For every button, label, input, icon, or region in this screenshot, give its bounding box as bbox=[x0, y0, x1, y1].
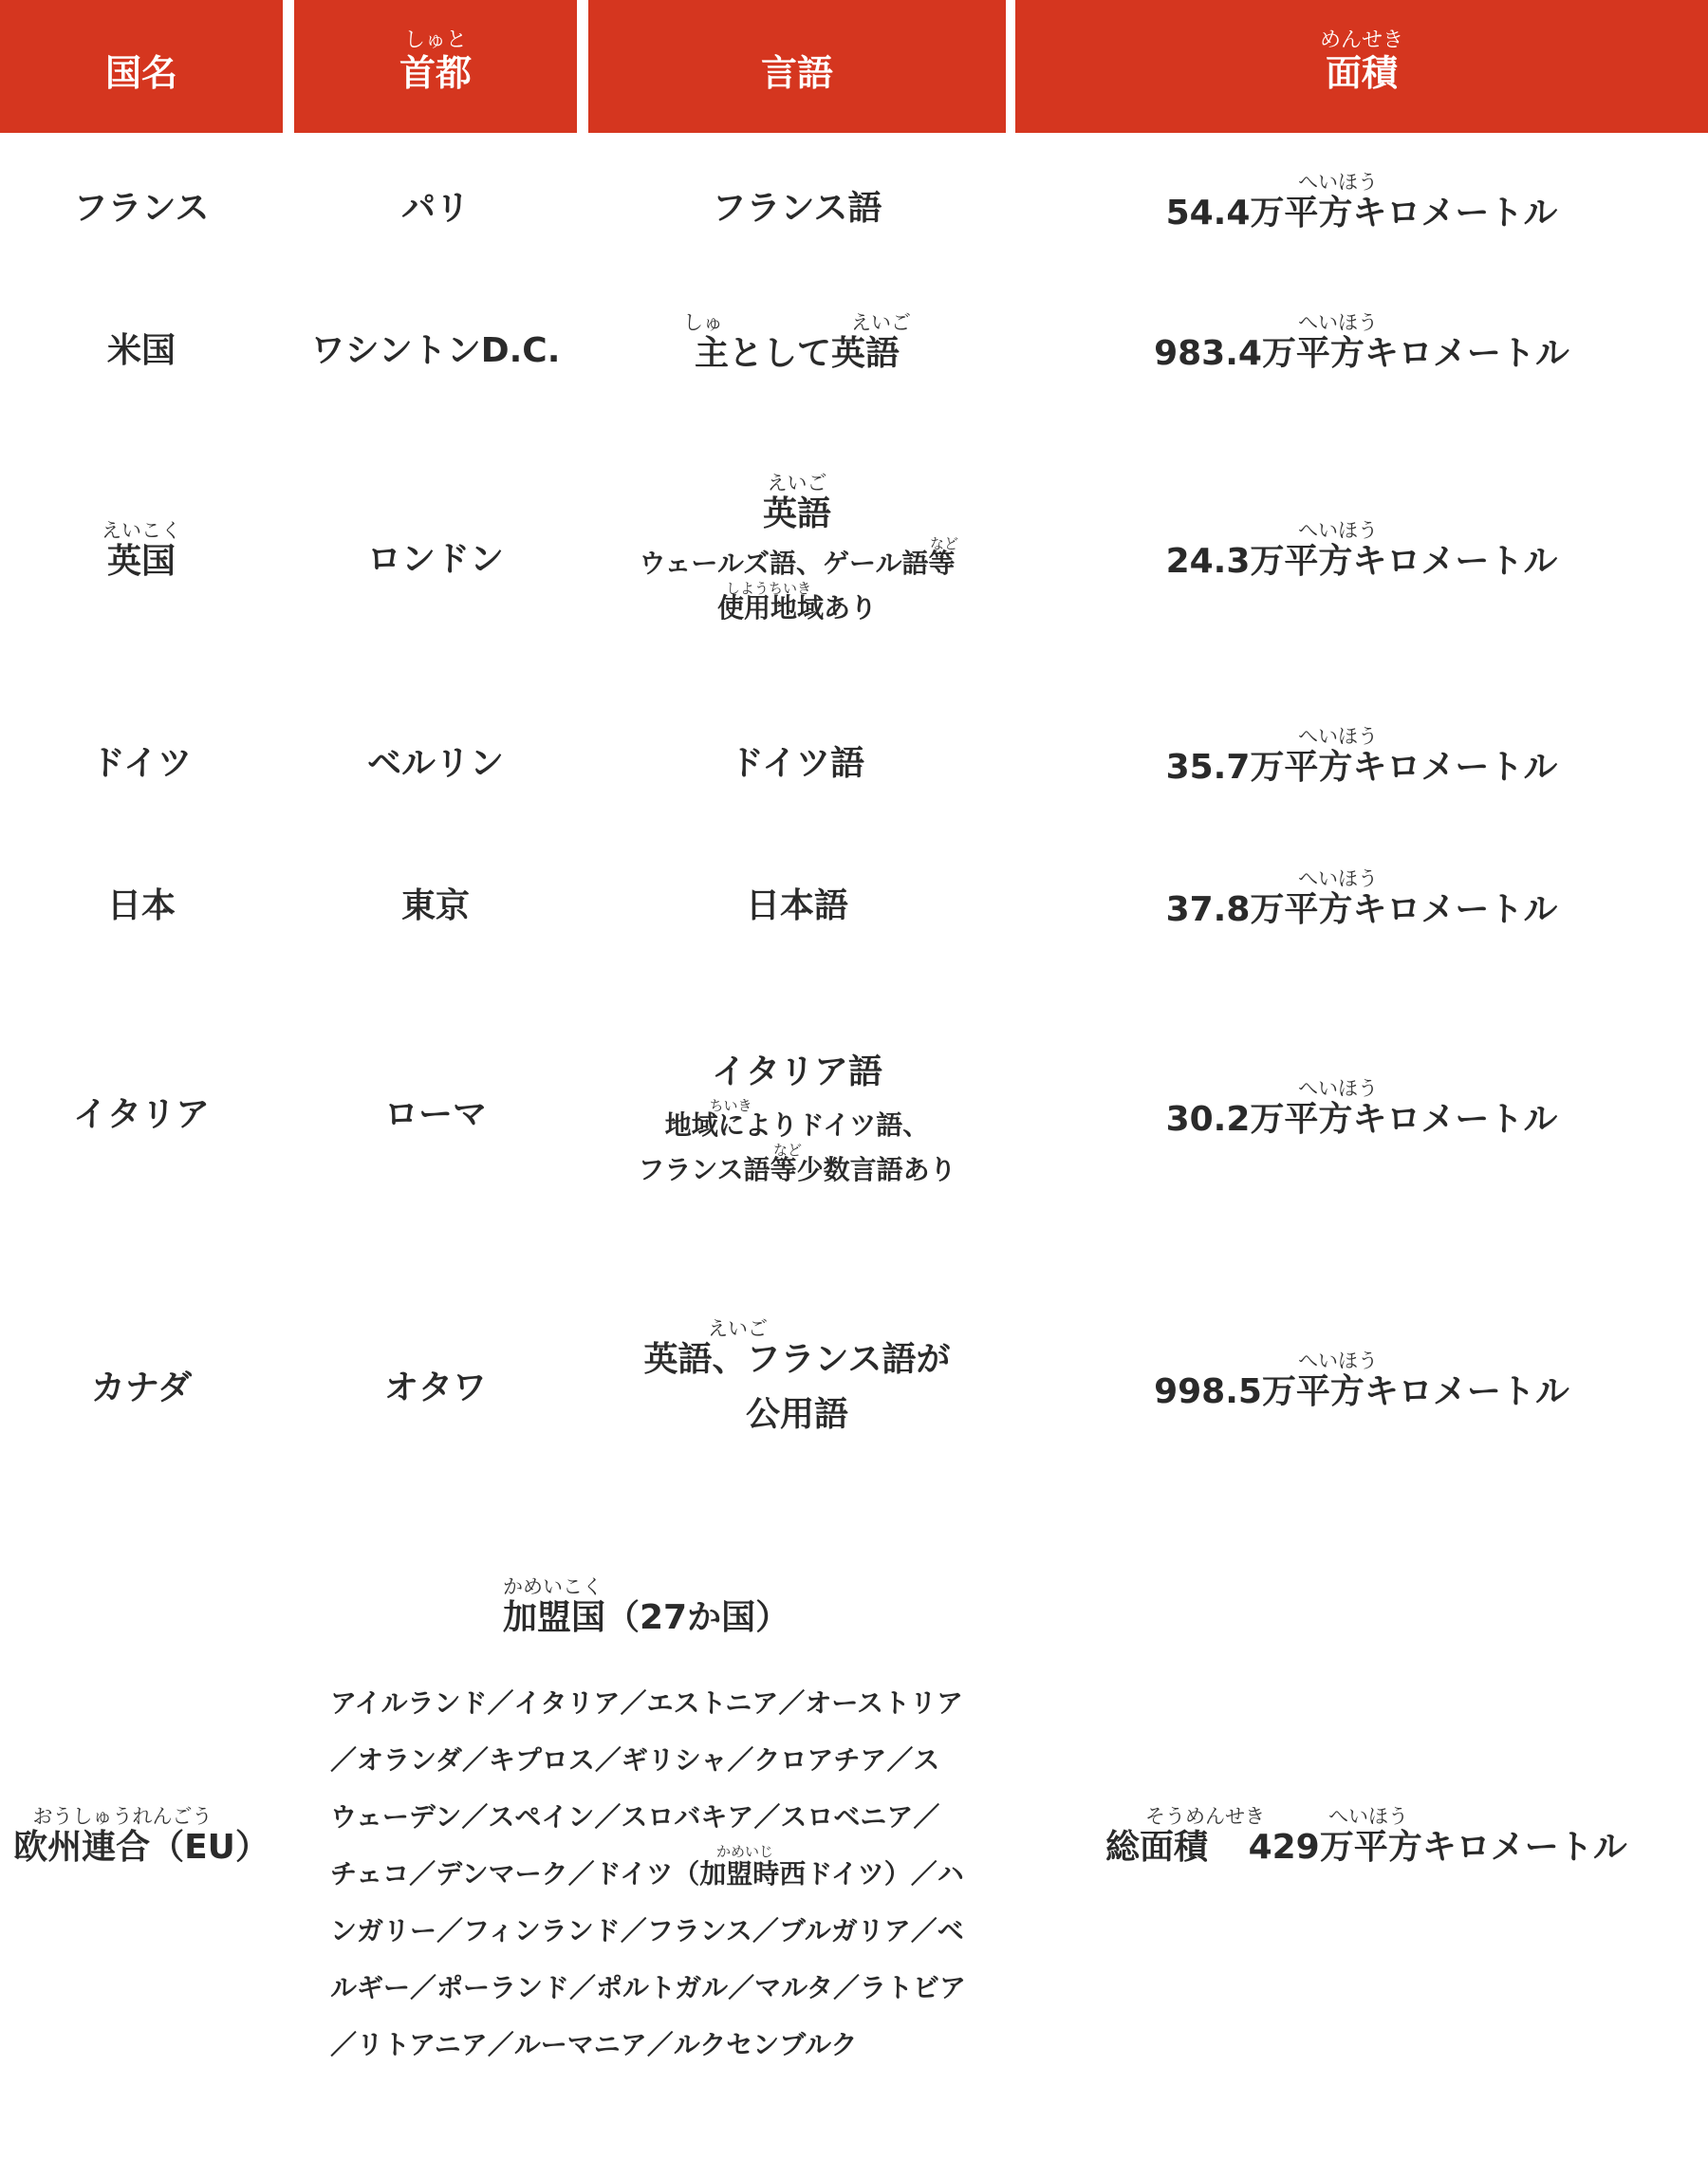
header-capital-ruby: しゅと bbox=[403, 28, 467, 52]
row-italy-capital: ローマ bbox=[383, 1095, 487, 1134]
row-germany-area: へいほう 35.7万平方キロメートル bbox=[1165, 725, 1558, 787]
header-area-label: 面積 bbox=[1325, 52, 1398, 94]
header-language-label: 言語 bbox=[760, 52, 833, 94]
area-ruby: へいほう bbox=[1298, 171, 1378, 194]
header-country-label: 国名 bbox=[104, 52, 177, 94]
row-italy-language: イタリア語 ちいき 地域によりドイツ語、 など フランス語等少数言語あり bbox=[638, 1052, 956, 1185]
eu-members-ruby: かめいじ bbox=[716, 1843, 774, 1860]
row-japan-area: へいほう 37.8万平方キロメートル bbox=[1165, 867, 1558, 929]
row-france-language: フランス語 bbox=[712, 189, 882, 228]
eu-total-area-value: 429万平方キロメートル bbox=[1248, 1828, 1627, 1867]
eu-total-area-ruby: そうめんせき bbox=[1145, 1805, 1265, 1828]
row-canada-language: えいご 英語、フランス語が 公用語 bbox=[643, 1317, 951, 1434]
eu-name-ruby: おうしゅうれんごう bbox=[32, 1805, 213, 1828]
row-germany-language: ドイツ語 bbox=[729, 744, 865, 783]
eu-members-list bbox=[330, 1675, 975, 2074]
eu-member-line: ／リトアニア／ルーマニア／ルクセンブルク bbox=[330, 2029, 858, 2060]
row-usa-area: へいほう 983.4万平方キロメートル bbox=[1154, 311, 1569, 373]
eu-member-line: チェコ／デンマーク／ドイツ（加盟時西ドイツ）／ハ bbox=[330, 1858, 964, 1890]
row-canada-area: へいほう 998.5万平方キロメートル bbox=[1154, 1350, 1569, 1411]
header-capital bbox=[294, 0, 577, 133]
eu-area-ruby: へいほう bbox=[1328, 1805, 1408, 1828]
row-france-area: へいほう 54.4万平方キロメートル bbox=[1165, 171, 1558, 233]
eu-member-line: ウェーデン／スペイン／スロバキア／スロベニア／ bbox=[330, 1801, 940, 1833]
eu-member-line: ／オランダ／キプロス／ギリシャ／クロアチア／ス bbox=[330, 1744, 940, 1776]
row-italy-area: へいほう 30.2万平方キロメートル bbox=[1165, 1077, 1558, 1139]
language-ruby-shu: しゅ bbox=[683, 311, 723, 334]
row-germany-country: ドイツ bbox=[90, 744, 193, 783]
eu-members-title: かめいこく 加盟国（27か国） bbox=[503, 1575, 790, 1637]
eu-name: おうしゅうれんごう 欧州連合（EU） bbox=[13, 1805, 269, 1867]
row-japan-language: 日本語 bbox=[745, 886, 848, 925]
header-area-ruby: めんせき bbox=[1319, 28, 1403, 52]
row-france-capital: パリ bbox=[400, 189, 470, 228]
row-uk-country: えいこく 英国 bbox=[102, 519, 181, 581]
row-usa-country: 米国 bbox=[106, 331, 176, 370]
row-france-country: フランス bbox=[73, 189, 210, 228]
header-country bbox=[0, 0, 283, 133]
header-area bbox=[1015, 0, 1708, 133]
language-ruby-eigo: えいご bbox=[851, 311, 911, 334]
eu-total-area-label: 総面積 bbox=[1105, 1828, 1209, 1867]
row-canada-country: カナダ bbox=[90, 1369, 193, 1407]
eu-member-line: ルギー／ポーランド／ポルトガル／マルタ／ラトビア bbox=[330, 1972, 967, 2003]
eu-member-line: ンガリー／フィンランド／フランス／ブルガリア／ベ bbox=[330, 1915, 964, 1946]
row-japan-country: 日本 bbox=[106, 886, 176, 925]
header-language bbox=[588, 0, 1006, 133]
header-capital-label: 首都 bbox=[399, 52, 472, 94]
row-canada-capital: オタワ bbox=[383, 1369, 487, 1407]
row-usa-capital: ワシントンD.C. bbox=[310, 331, 561, 370]
row-germany-capital: ベルリン bbox=[366, 744, 504, 783]
eu-total-area bbox=[1072, 1794, 1632, 1879]
row-uk-area: へいほう 24.3万平方キロメートル bbox=[1165, 519, 1558, 581]
row-japan-capital: 東京 bbox=[400, 886, 470, 925]
row-italy-country: イタリア bbox=[72, 1095, 210, 1134]
row-usa-language: しゅ えいご 主として英語 bbox=[683, 311, 911, 373]
row-uk-capital: ロンドン bbox=[366, 540, 504, 579]
row-uk-language: えいご 英語 など ウェールズ語、ゲール語等 しようちいき 使用地域あり bbox=[639, 472, 958, 624]
eu-member-line: アイルランド／イタリア／エストニア／オーストリア bbox=[330, 1687, 963, 1719]
